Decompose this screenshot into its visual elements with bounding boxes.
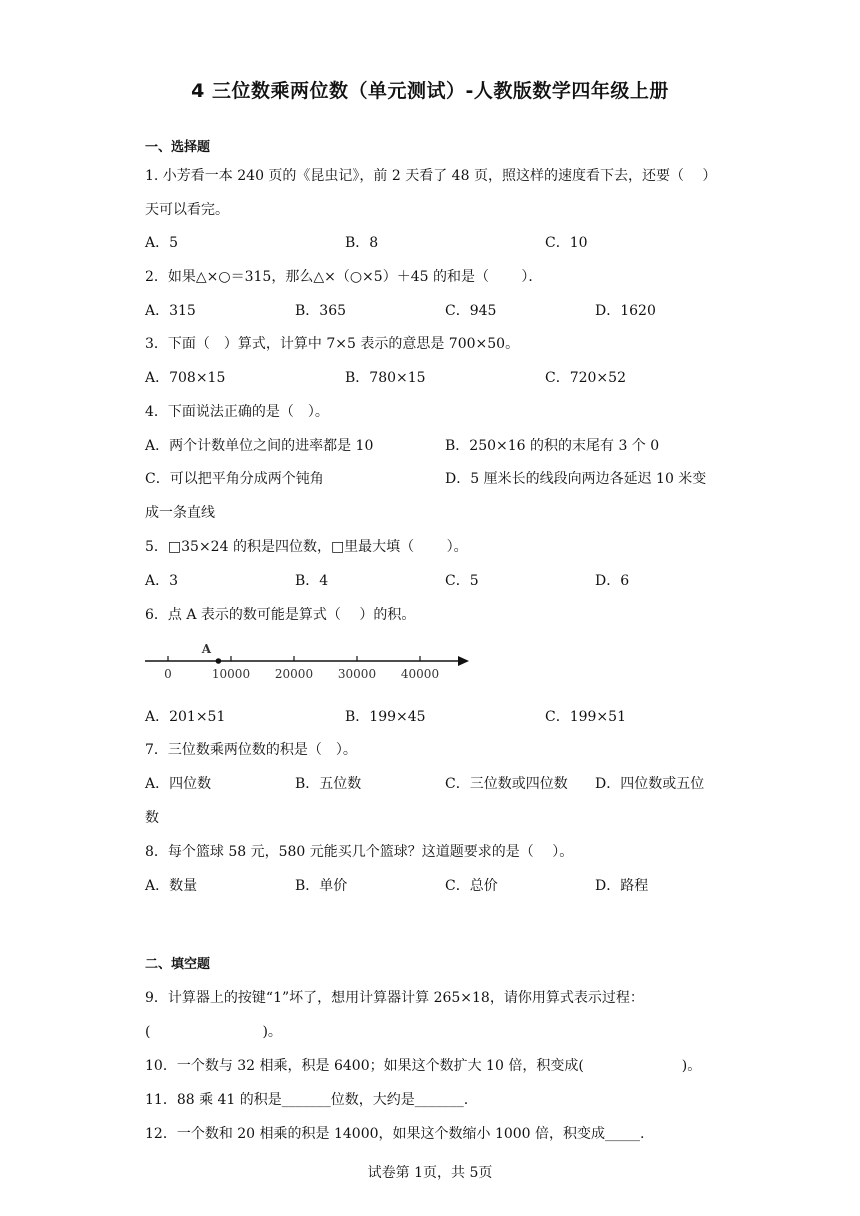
number-line-tick-label: 40000	[400, 667, 440, 681]
number-line-tick-label: 20000	[274, 667, 314, 681]
question-5-text: 5．□35×24 的积是四位数，□里最大填（ ）。	[145, 539, 468, 555]
question-11-text: 11．88 乘 41 的积是_______位数，大约是_______.	[145, 1092, 469, 1108]
page-footer: 试卷第 1页，共 5页	[367, 1165, 493, 1181]
question-2-option-c: C．945	[445, 303, 497, 319]
question-6-text: 6．点 A 表示的数可能是算式（ ）的积。	[145, 607, 416, 623]
question-8-option-c: C．总价	[445, 878, 498, 894]
question-7-option-d-cont: 数	[145, 810, 159, 826]
question-12-text: 12．一个数和 20 相乘的积是 14000，如果这个数缩小 1000 倍，积变成_____.	[145, 1126, 645, 1142]
question-6-option-b: B．199×45	[345, 709, 426, 725]
question-3-option-b: B．780×15	[345, 370, 426, 386]
question-3-text: 3．下面（ ）算式，计算中 7×5 表示的意思是 700×50。	[145, 336, 520, 352]
number-line-tick-label: 30000	[337, 667, 377, 681]
question-8-option-b: B．单价	[295, 878, 348, 894]
question-1-option-a: A．5	[145, 235, 179, 251]
question-5-option-d: D．6	[595, 573, 630, 589]
question-5-option-b: B．4	[295, 573, 329, 589]
section-heading-fill: 二、填空题	[145, 957, 211, 972]
question-1-option-c: C．10	[545, 235, 588, 251]
question-7-text: 7．三位数乘两位数的积是（ ）。	[145, 742, 357, 758]
question-8-option-d: D．路程	[595, 878, 649, 894]
question-3-option-a: A．708×15	[145, 370, 226, 386]
question-9-text: 9．计算器上的按键“1”坏了，想用计算器计算 265×18，请你用算式表示过程：	[145, 990, 644, 1006]
number-line-tick-label: 0	[164, 667, 172, 681]
question-4-option-b: B．250×16 的积的末尾有 3 个 0	[445, 438, 660, 454]
question-2-option-a: A．315	[145, 303, 196, 319]
page-title: 4 三位数乘两位数（单元测试）-人教版数学四年级上册	[191, 80, 669, 102]
question-6-option-c: C．199×51	[545, 709, 626, 725]
question-7-option-a: A．四位数	[145, 776, 212, 792]
question-3-option-c: C．720×52	[545, 370, 626, 386]
number-line-tick-label: 10000	[211, 667, 251, 681]
question-10-text: 10．一个数与 32 相乘，积是 6400；如果这个数扩大 10 倍，积变成( )。	[145, 1058, 702, 1074]
number-line-arrow	[458, 656, 469, 666]
number-line-point-label: A	[201, 642, 212, 656]
question-4-option-d: D．5 厘米长的线段向两边各延迟 10 米变	[445, 471, 707, 487]
question-4-option-c: C．可以把平角分成两个钝角	[145, 471, 324, 487]
number-line	[143, 636, 473, 684]
question-1-option-b: B．8	[345, 235, 379, 251]
question-2-option-d: D．1620	[595, 303, 656, 319]
question-4-text: 4．下面说法正确的是（ ）。	[145, 404, 329, 420]
question-5-option-c: C．5	[445, 573, 479, 589]
section-heading-choice: 一、选择题	[145, 140, 211, 155]
question-5-option-a: A．3	[145, 573, 179, 589]
question-9-answer-blank: ( )。	[145, 1024, 282, 1040]
question-4-option-a: A．两个计数单位之间的进率都是 10	[145, 438, 374, 454]
question-1-text: 1. 小芳看一本 240 页的《昆虫记》，前 2 天看了 48 页，照这样的速度看下去，还要（ ）	[145, 168, 717, 184]
question-6-option-a: A．201×51	[145, 709, 226, 725]
question-7-option-c: C．三位数或四位数	[445, 776, 568, 792]
number-line-point-a	[216, 658, 222, 664]
question-8-text: 8．每个篮球 58 元，580 元能买几个篮球？这道题要求的是（ ）。	[145, 844, 574, 860]
question-7-option-b: B．五位数	[295, 776, 362, 792]
question-7-option-d: D．四位数或五位	[595, 776, 705, 792]
question-4-option-d-cont: 成一条直线	[145, 505, 215, 521]
question-1-text-cont: 天可以看完。	[145, 202, 229, 218]
question-8-option-a: A．数量	[145, 878, 198, 894]
question-2-text: 2．如果△×○＝315，那么△×（○×5）＋45 的和是（ ）．	[145, 269, 543, 285]
question-2-option-b: B．365	[295, 303, 347, 319]
